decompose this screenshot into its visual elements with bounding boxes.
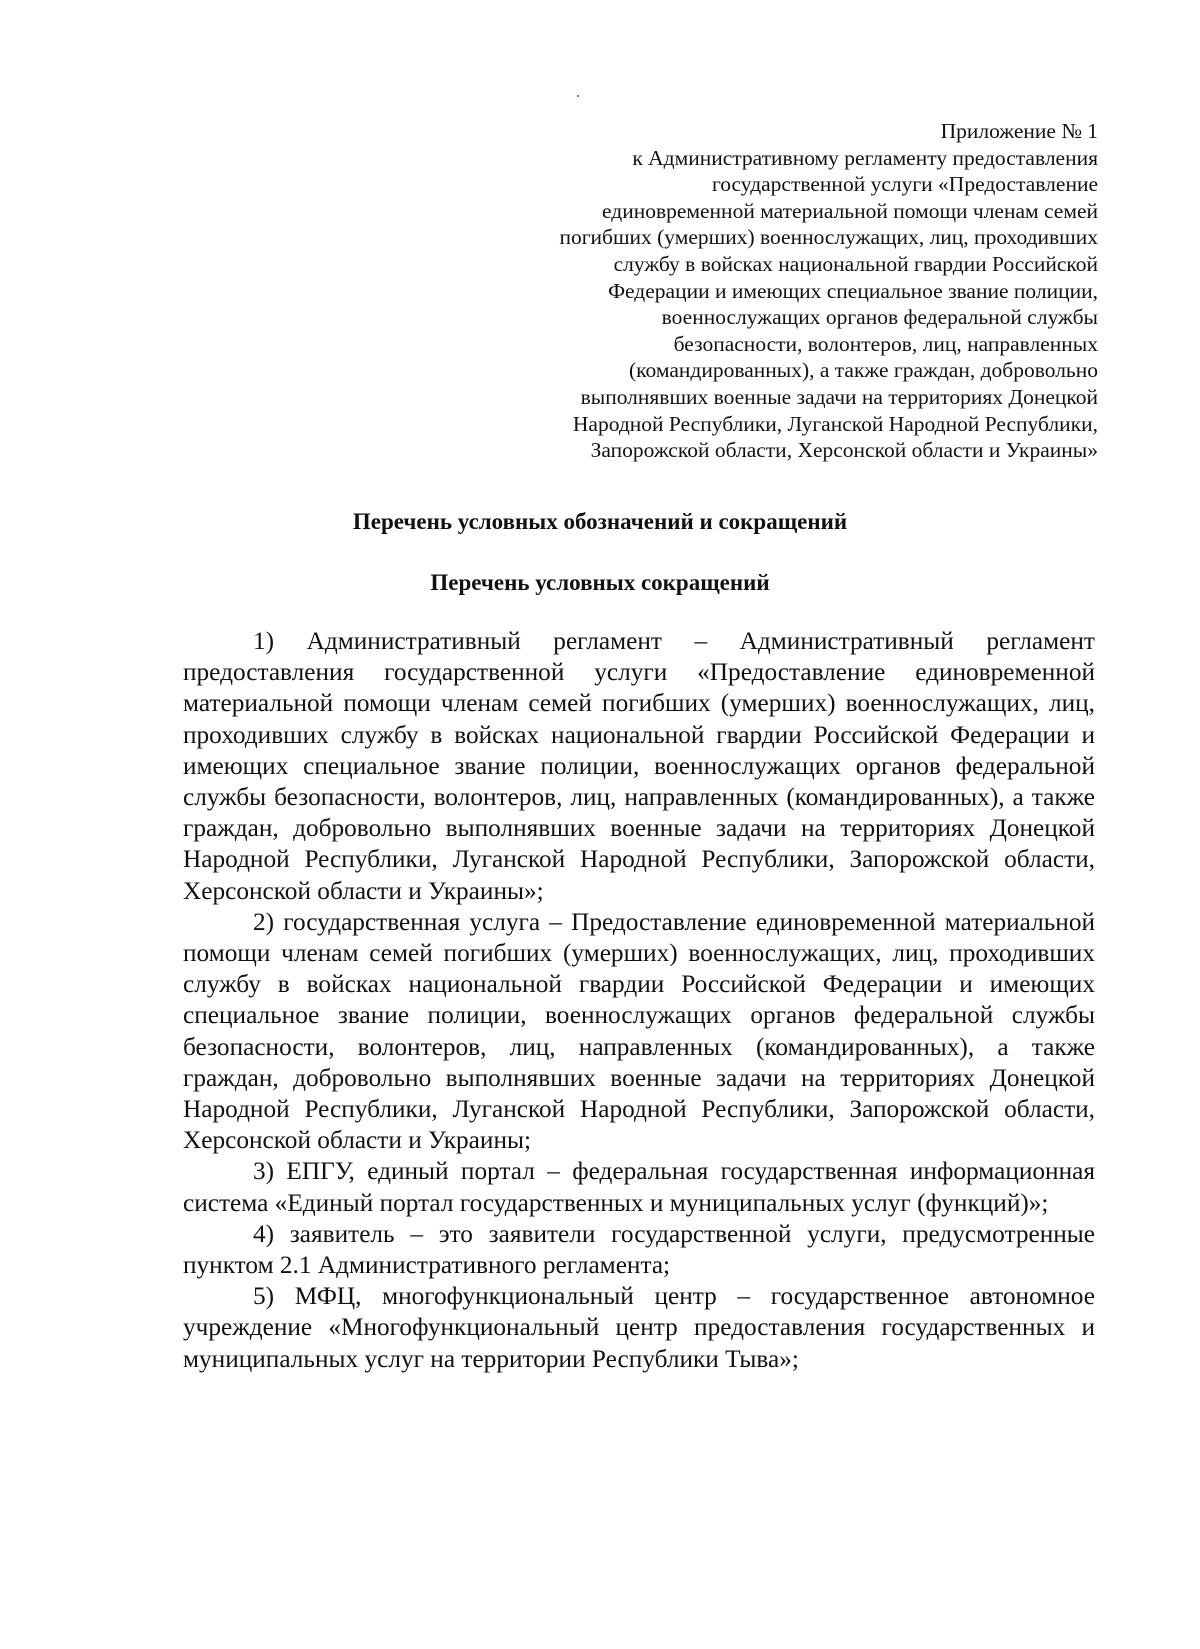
list-item: 2) государственная услуга – Предоставление единовременной материальной помощи членам семей погибших (умерших) военнослужащих, лиц, проходивших службу в войсках национальной гвардии Российской Федерации и имеющих специальное звание полиции, военнослужащих органов федеральной службы безопасности, волонтеров, лиц, направленных (командированных), а также граждан, добровольно выполнявших военные задачи на территориях Донецкой Народной Республики, Луганской Народной Республики, Запорожской области, Херсонской области и Украины;: [183, 907, 1095, 1155]
list-item: 3) ЕПГУ, единый портал – федеральная государственная информационная система «Единый портал государственных и муниципальных услуг (функций)»;: [183, 1157, 1095, 1217]
appendix-line: Приложение № 1: [940, 119, 1098, 143]
scan-speck: [577, 95, 579, 97]
appendix-line: Народной Республики, Луганской Народной Республики,: [572, 411, 1098, 436]
appendix-line: военнослужащих органов федеральной службы: [661, 305, 1098, 330]
appendix-line: государственной услуги «Предоставление: [711, 172, 1098, 197]
appendix-line: Федерации и имеющих специальное звание полиции,: [608, 278, 1098, 303]
appendix-line: погибших (умерших) военнослужащих, лиц, проходивших: [559, 225, 1098, 250]
sub-heading: Перечень условных сокращений: [430, 570, 770, 595]
main-heading: Перечень условных обозначений и сокращений: [352, 509, 848, 534]
list-item: 5) МФЦ, многофункциональный центр – государственное автономное учреждение «Многофункциональный центр предоставления государственных и муниципальных услуг на территории Республики Тыва»;: [183, 1282, 1095, 1373]
appendix-line: к Административному регламенту предоставления: [632, 145, 1098, 170]
appendix-line: Запорожской области, Херсонской области и Украины»: [590, 438, 1098, 463]
appendix-line: выполнявших военные задачи на территориях Донецкой: [580, 384, 1098, 409]
appendix-line: безопасности, волонтеров, лиц, направленных: [673, 331, 1098, 356]
list-item: 1) Административный регламент – Административный регламент предоставления государственной услуги «Предоставление единовременной материальной помощи членам семей погибших (умерших) военнослужащих, лиц, проходивших службу в войсках национальной гвардии Российской Федерации и имеющих специальное звание полиции, военнослужащих органов федеральной службы безопасности, волонтеров, лиц, направленных (командированных), а также граждан, добровольно выполнявших военные задачи на территориях Донецкой Народной Республики, Луганской Народной Республики, Запорожской области, Херсонской области и Украины»;: [183, 627, 1095, 905]
abbreviations-list: [183, 626, 1095, 1375]
appendix-line: (командированных), а также граждан, добровольно: [629, 358, 1098, 383]
appendix-header: [470, 118, 1098, 464]
list-item: 4) заявитель – это заявители государственной услуги, предусмотренные пунктом 2.1 Административного регламента;: [183, 1219, 1095, 1280]
appendix-line: единовременной материальной помощи членам семей: [602, 198, 1098, 223]
appendix-line: службу в войсках национальной гвардии Российской: [613, 251, 1098, 276]
